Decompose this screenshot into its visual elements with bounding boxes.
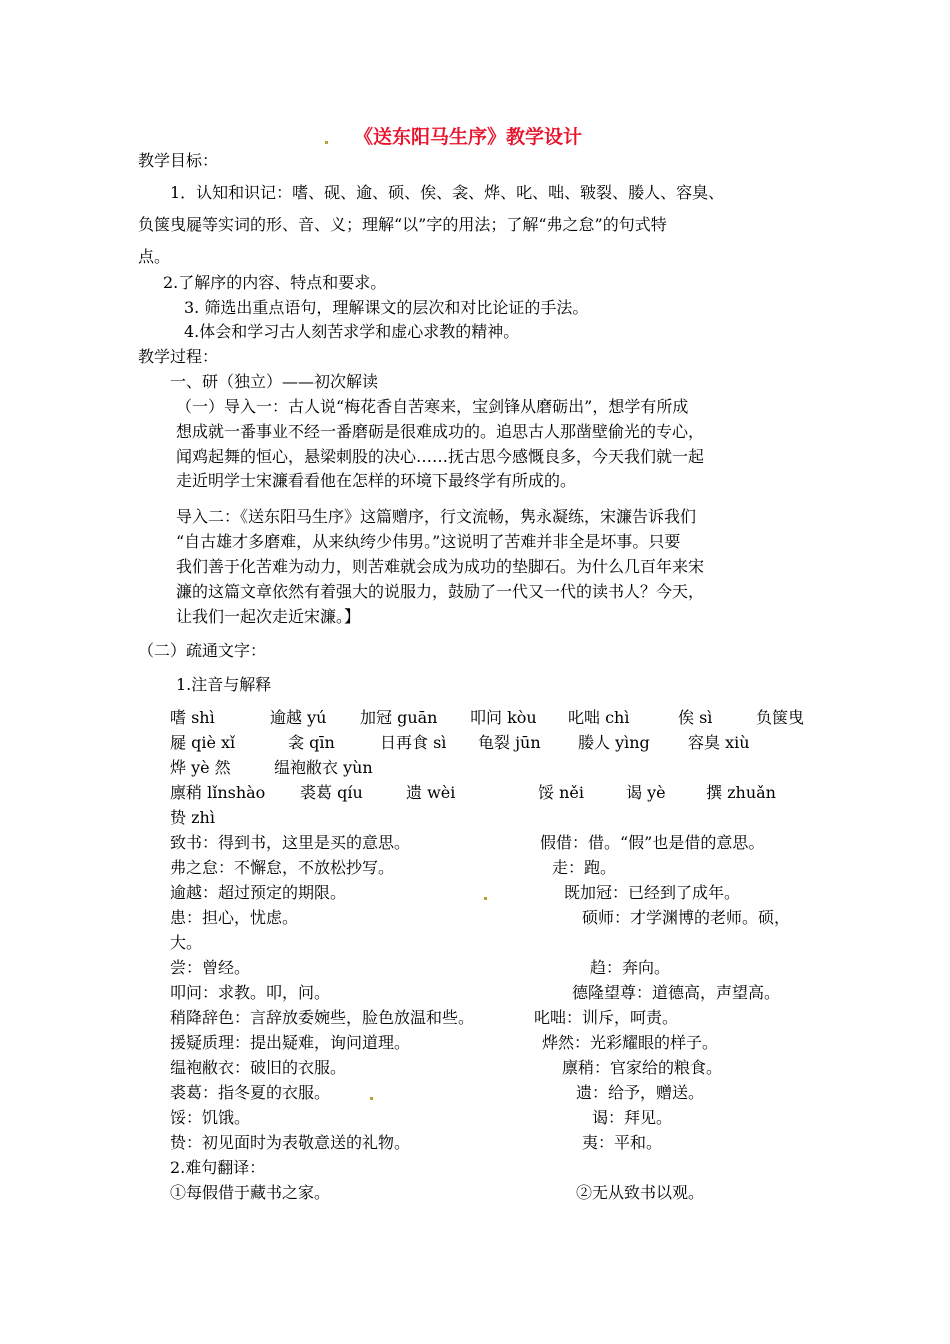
- intro-2-line-1: 导入二：《送东阳马生序》这篇赠序，行文流畅，隽永凝练，宋濂告诉我们: [176, 507, 697, 526]
- pinyin-entry: 媵人 yìng: [578, 733, 650, 752]
- sub-1-heading: 1.注音与解释: [176, 675, 272, 694]
- pinyin-entry: 廪稍 lǐnshào: [170, 783, 266, 802]
- glossary-left: 稍降辞色：言辞放委婉些，脸色放温和些。: [170, 1008, 475, 1027]
- glossary-right: 走：跑。: [552, 858, 617, 877]
- glossary-left: 逾越：超过预定的期限。: [170, 883, 347, 902]
- translation-item: ②无从致书以观。: [576, 1183, 705, 1202]
- goals-heading: 教学目标：: [138, 151, 219, 170]
- pinyin-row: [170, 707, 830, 731]
- intro-2-line-5: 让我们一起次走近宋濂。】: [176, 607, 361, 626]
- pinyin-entry: 叱咄 chì: [568, 708, 630, 727]
- pinyin-entry: 馁 něi: [538, 783, 584, 802]
- glossary-right: 叱咄：训斥，呵责。: [534, 1008, 679, 1027]
- goal-1-line-3: 点。: [138, 247, 171, 266]
- pinyin-entry: 遗 wèi: [406, 783, 456, 802]
- pinyin-entry: 容臭 xiù: [688, 733, 750, 752]
- intro-1-line-4: 走近明学士宋濂看看他在怎样的环境下最终学有所成的。: [176, 471, 577, 490]
- goal-2: 2.了解序的内容、特点和要求。: [163, 273, 387, 292]
- pinyin-entry: 衾 qīn: [288, 733, 335, 752]
- glossary-left: 缊袍敝衣：破旧的衣服。: [170, 1058, 347, 1077]
- intro-1-line-3: 闻鸡起舞的恒心，悬梁刺股的决心……抚古思今感慨良多，今天我们就一起: [176, 447, 705, 466]
- pinyin-entry: 缊袍敝衣 yùn: [274, 758, 373, 777]
- glossary-left: 致书：得到书，这里是买的意思。: [170, 833, 411, 852]
- glossary-left: 援疑质理：提出疑难，询问道理。: [170, 1033, 411, 1052]
- pinyin-entry: 日再食 sì: [380, 733, 447, 752]
- pinyin-entry: 嗜 shì: [170, 708, 215, 727]
- pinyin-entry: 烨 yè 然: [170, 758, 231, 777]
- decorative-dot: [484, 897, 487, 900]
- glossary-right: 既加冠：已经到了成年。: [564, 883, 741, 902]
- goal-1-line-2: 负箧曳屣等实词的形、音、义；理解“以”字的用法；了解“弗之怠”的句式特: [138, 215, 667, 234]
- pinyin-entry: 逾越 yú: [270, 708, 327, 727]
- pinyin-row: [170, 732, 830, 756]
- intro-2-line-4: 濂的这篇文章依然有着强大的说服力，鼓励了一代又一代的读书人？今天，: [176, 582, 705, 601]
- glossary-right: 德隆望尊：道德高，声望高。: [572, 983, 781, 1002]
- pinyin-entry: 谒 yè: [626, 783, 666, 802]
- goal-1-line-1: 1．认知和识记：嗜、砚、逾、硕、俟、衾、烨、叱、咄、皲裂、媵人、容臭、: [170, 183, 725, 202]
- glossary-right: 谒：拜见。: [592, 1108, 673, 1127]
- glossary-left: 尝：曾经。: [170, 958, 251, 977]
- intro-2-line-2: “自古雄才多磨难，从来纨绔少伟男。”这说明了苦难并非全是坏事。只要: [176, 532, 681, 551]
- glossary-left: 弗之怠：不懈怠，不放松抄写。: [170, 858, 395, 877]
- intro-2-line-3: 我们善于化苦难为动力，则苦难就会成为成功的垫脚石。为什么几百年来宋: [176, 557, 705, 576]
- glossary-right: 夷：平和。: [582, 1133, 663, 1152]
- pinyin-row: [170, 782, 830, 806]
- glossary-left: 馁：饥饿。: [170, 1108, 251, 1127]
- glossary-right: 烨然：光彩耀眼的样子。: [542, 1033, 719, 1052]
- pinyin-entry: 加冠 guān: [360, 708, 438, 727]
- pinyin-row: [170, 757, 830, 781]
- glossary-right: 假借：借。“假”也是借的意思。: [540, 833, 765, 852]
- decorative-dot: [370, 1097, 373, 1100]
- sub-2-heading: 2.难句翻译：: [170, 1158, 266, 1177]
- pinyin-entry: 贽 zhì: [170, 808, 215, 827]
- decorative-dot: [325, 141, 328, 144]
- pinyin-entry: 屣 qiè xǐ: [170, 733, 236, 752]
- glossary-right: 遗：给予，赠送。: [576, 1083, 705, 1102]
- glossary-right: 廪稍：官家给的粮食。: [562, 1058, 723, 1077]
- glossary-left: 裘葛：指冬夏的衣服。: [170, 1083, 331, 1102]
- section-1-heading: 一、研（独立）——初次解读: [170, 372, 379, 391]
- glossary-left: 贽：初见面时为表敬意送的礼物。: [170, 1133, 411, 1152]
- glossary-right: 硕师：才学渊博的老师。硕，: [582, 908, 791, 927]
- pinyin-entry: 撰 zhuǎn: [706, 783, 776, 802]
- intro-1-line-1: （一）导入一：古人说“梅花香自苦寒来，宝剑锋从磨砺出”，想学有所成: [176, 397, 689, 416]
- translation-item: ①每假借于藏书之家。: [170, 1183, 331, 1202]
- page-title: 《送东阳马生序》教学设计: [354, 126, 583, 148]
- goal-3: 3. 筛选出重点语句，理解课文的层次和对比论证的手法。: [184, 298, 589, 317]
- goal-4: 4.体会和学习古人刻苦求学和虚心求教的精神。: [184, 322, 520, 341]
- pinyin-row: [170, 807, 830, 831]
- pinyin-entry: 裘葛 qíu: [300, 783, 363, 802]
- process-heading: 教学过程：: [138, 347, 219, 366]
- pinyin-entry: 龟裂 jūn: [478, 733, 541, 752]
- pinyin-entry: 负箧曳: [756, 708, 805, 727]
- glossary-left: 叩问：求教。叩，问。: [170, 983, 331, 1002]
- glossary-left: 大。: [170, 933, 203, 952]
- pinyin-entry: 俟 sì: [678, 708, 713, 727]
- section-2-heading: （二）疏通文字：: [138, 641, 267, 660]
- glossary-left: 患：担心，忧虑。: [170, 908, 299, 927]
- intro-1-line-2: 想成就一番事业不经一番磨砺是很难成功的。追思古人那凿壁偷光的专心，: [176, 422, 705, 441]
- glossary-right: 趋：奔向。: [590, 958, 671, 977]
- pinyin-entry: 叩问 kòu: [470, 708, 537, 727]
